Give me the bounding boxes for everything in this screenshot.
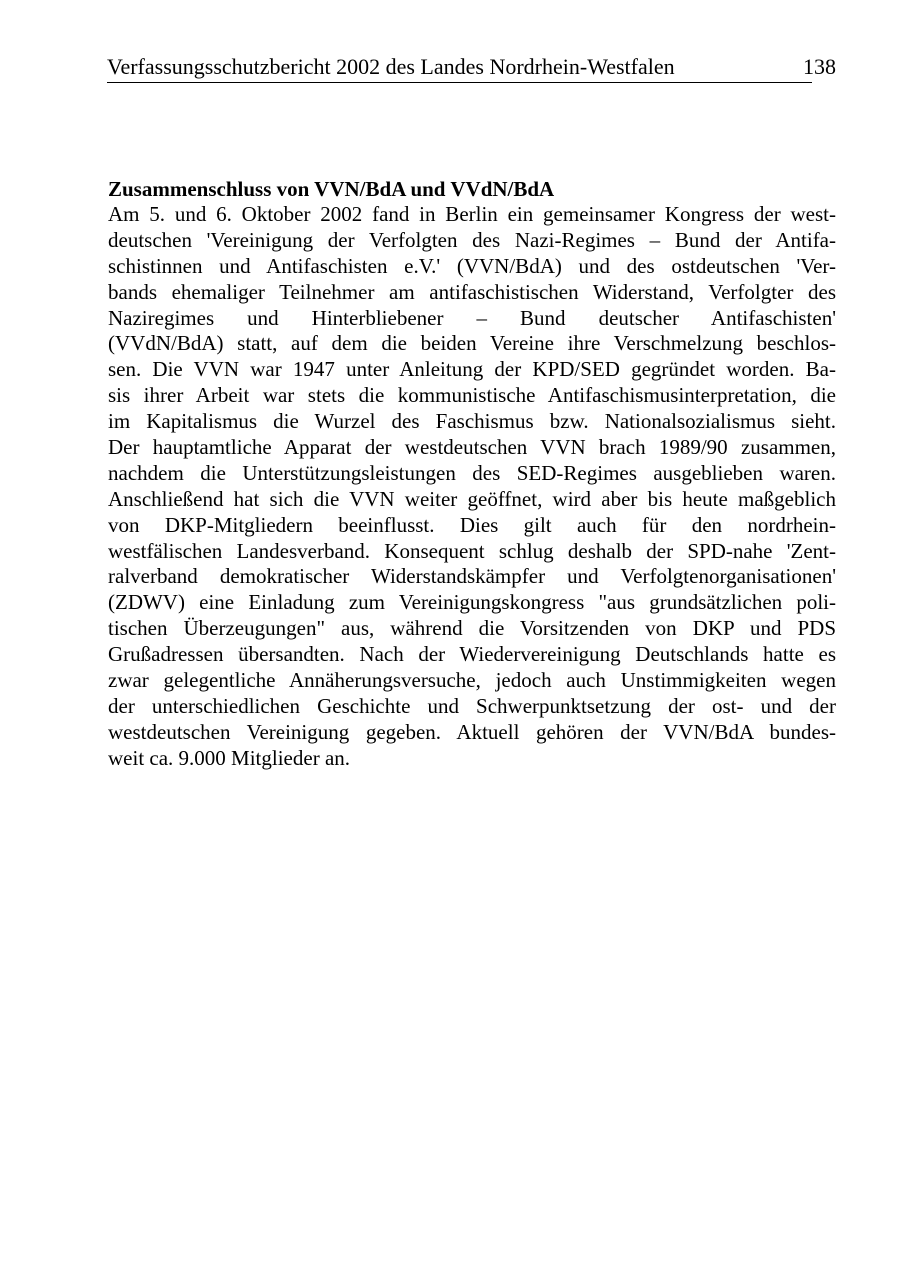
page-number: 138	[803, 54, 836, 79]
section-body	[108, 202, 836, 772]
body-line: Grußadressen übersandten. Nach der Wiedervereinigung Deutschlands hatte es	[108, 642, 836, 667]
body-line: Anschließend hat sich die VVN weiter geöffnet, wird aber bis heute maßgeblich	[108, 486, 836, 511]
body-line: (ZDWV) eine Einladung zum Vereinigungskongress "aus grundsätzlichen poli-	[108, 590, 836, 615]
body-line: zwar gelegentliche Annäherungsversuche, jedoch auch Unstimmigkeiten wegen	[108, 668, 836, 693]
body-line: nachdem die Unterstützungsleistungen des SED-Regimes ausgeblieben waren.	[108, 460, 836, 485]
body-line: bands ehemaliger Teilnehmer am antifaschistischen Widerstand, Verfolgter des	[108, 279, 836, 304]
body-line: Naziregimes und Hinterbliebener – Bund deutscher Antifaschisten'	[108, 305, 836, 330]
body-line: sis ihrer Arbeit war stets die kommunistische Antifaschismusinterpretation, die	[108, 383, 836, 408]
body-line: Der hauptamtliche Apparat der westdeutschen VVN brach 1989/90 zusammen,	[108, 435, 836, 460]
body-line: westdeutschen Vereinigung gegeben. Aktuell gehören der VVN/BdA bundes-	[108, 719, 836, 744]
body-line: von DKP-Mitgliedern beeinflusst. Dies gilt auch für den nordrhein-	[108, 512, 836, 537]
body-line: im Kapitalismus die Wurzel des Faschismus bzw. Nationalsozialismus sieht.	[108, 409, 836, 434]
body-line: der unterschiedlichen Geschichte und Schwerpunktsetzung der ost- und der	[108, 693, 836, 718]
body-line: deutschen 'Vereinigung der Verfolgten des Nazi-Regimes – Bund der Antifa-	[108, 227, 836, 252]
page-header	[107, 54, 812, 83]
section	[108, 176, 836, 772]
body-line: schistinnen und Antifaschisten e.V.' (VVN/BdA) und des ostdeutschen 'Ver-	[108, 253, 836, 278]
body-line: Am 5. und 6. Oktober 2002 fand in Berlin ein gemeinsamer Kongress der west-	[108, 202, 836, 226]
body-line: sen. Die VVN war 1947 unter Anleitung der KPD/SED gegründet worden. Ba-	[108, 357, 836, 382]
section-heading: Zusammenschluss von VVN/BdA und VVdN/BdA	[108, 177, 555, 201]
body-line: ralverband demokratischer Widerstandskämpfer und Verfolgtenorganisationen'	[108, 564, 836, 589]
header-title: Verfassungsschutzbericht 2002 des Landes Nordrhein-Westfalen	[107, 54, 675, 79]
body-line: weit ca. 9.000 Mitglieder an.	[108, 745, 351, 770]
body-line: westfälischen Landesverband. Konsequent schlug deshalb der SPD-nahe 'Zent-	[108, 538, 836, 563]
body-line: tischen Überzeugungen" aus, während die Vorsitzenden von DKP und PDS	[108, 616, 836, 641]
body-line: (VVdN/BdA) statt, auf dem die beiden Vereine ihre Verschmelzung beschlos-	[108, 331, 836, 356]
